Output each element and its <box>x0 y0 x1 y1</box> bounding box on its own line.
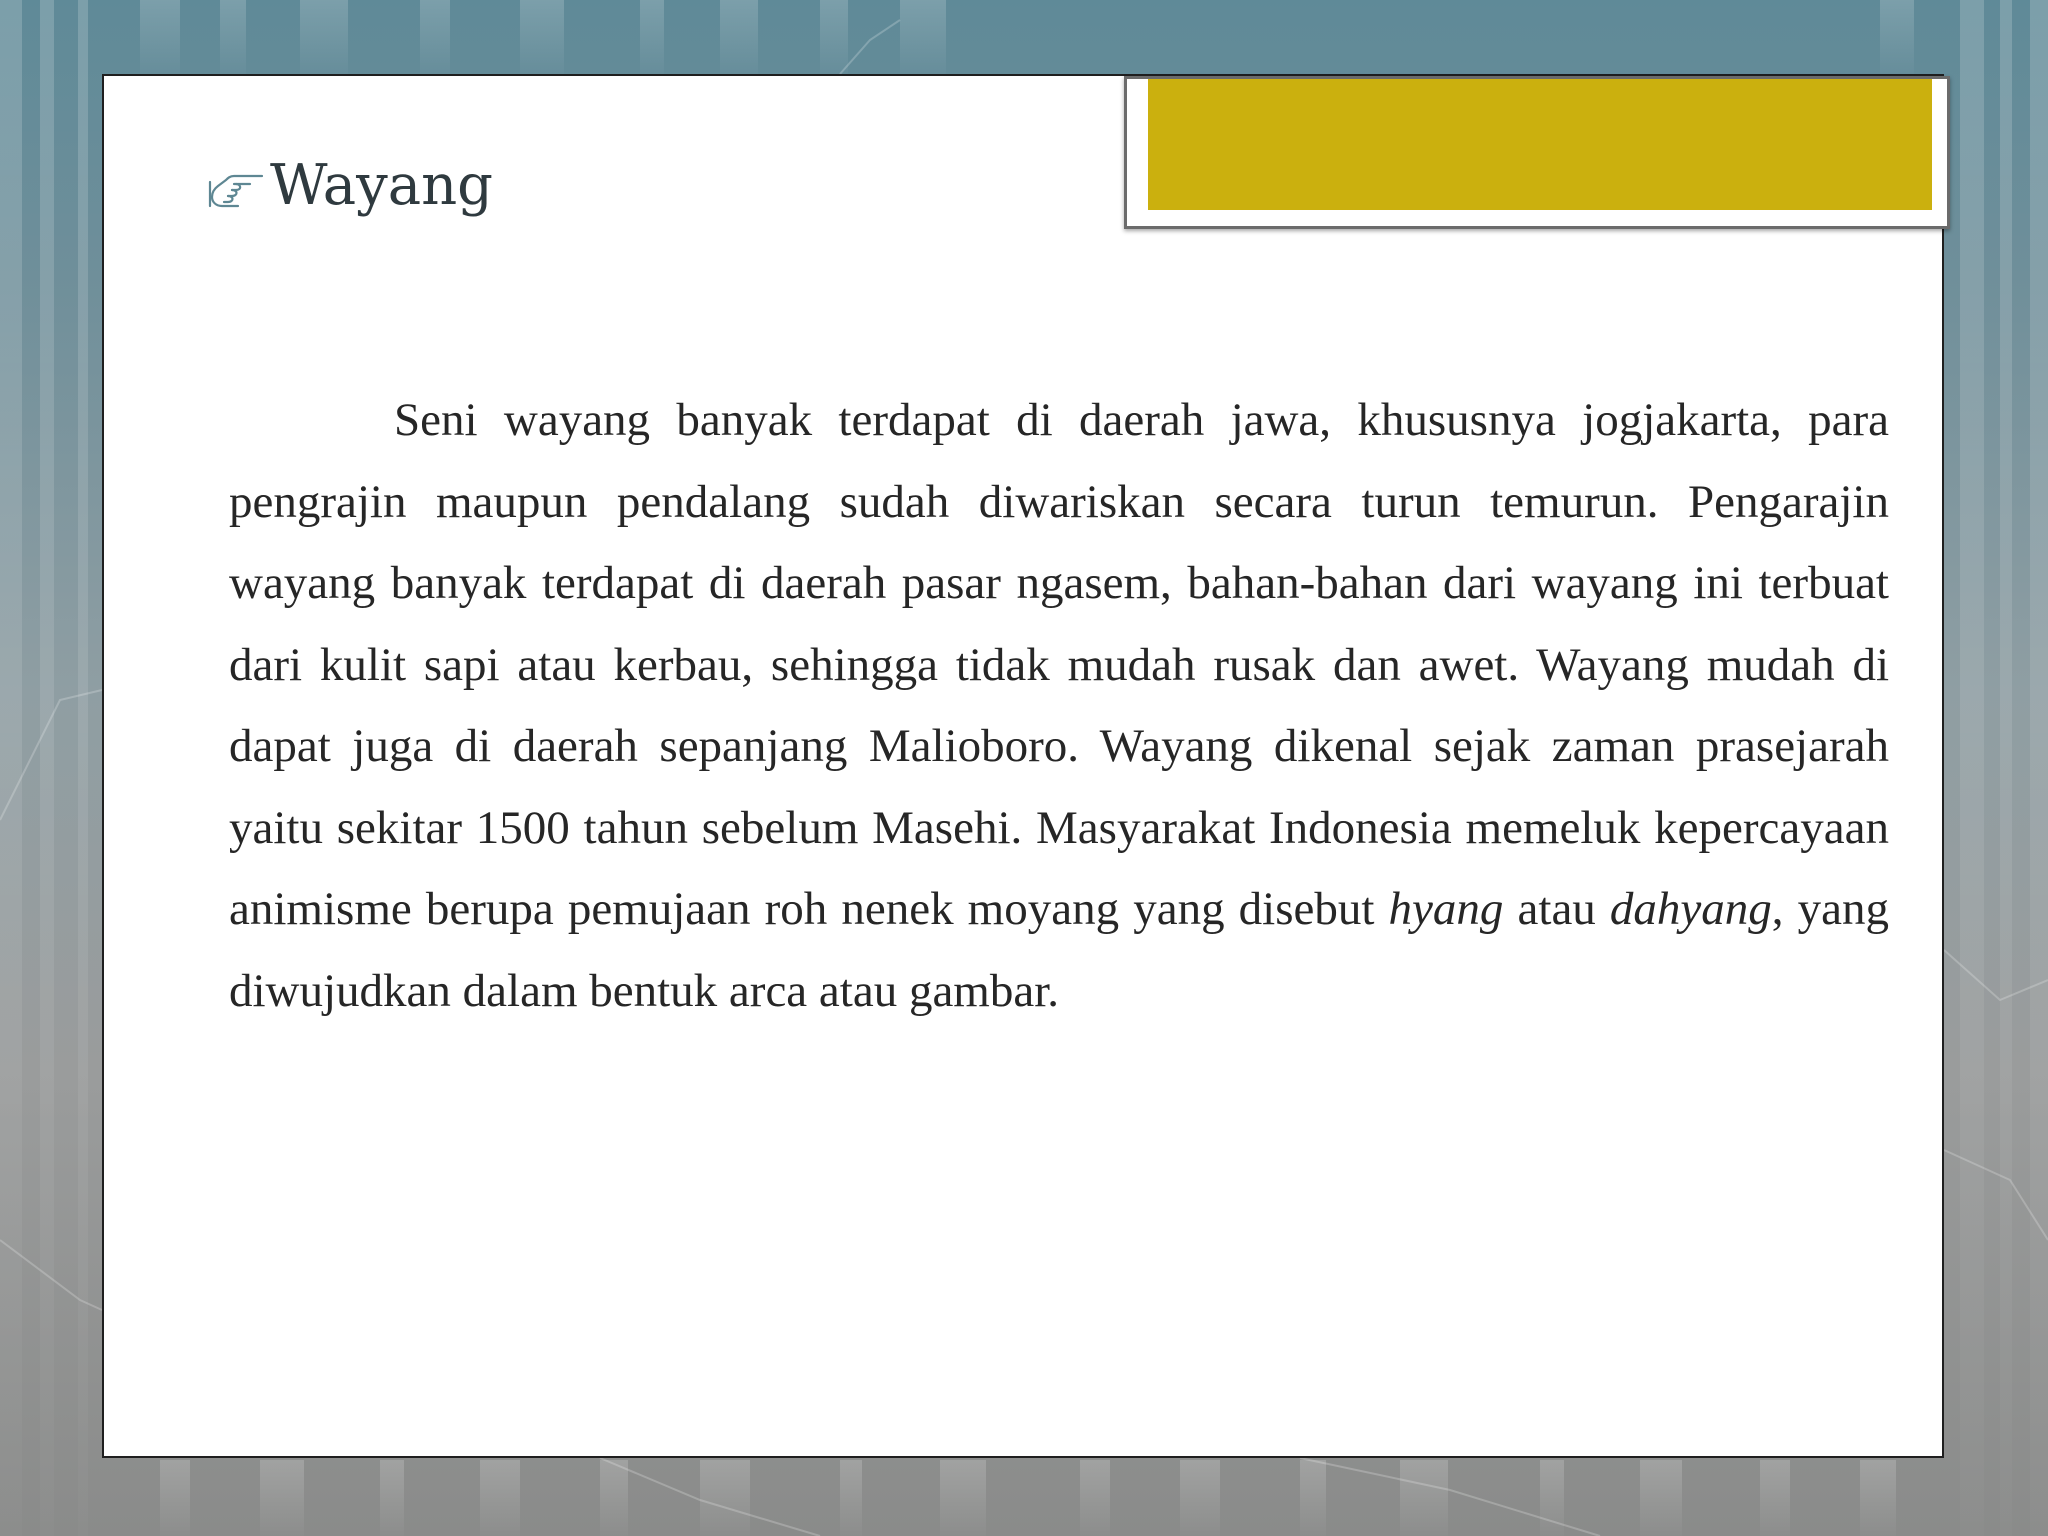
italic-term-dahyang: dahyang <box>1609 883 1772 935</box>
paragraph-text-part-1: Seni wayang banyak terdapat di daerah jawa, khususnya jogjakarta, para pengrajin maupun pendalang sudah diwariskan secara turun temurun. Pengarajin wayang banyak terdapat di daerah pasar ngasem, bahan-bahan dari wayang ini terbuat dari kulit sapi atau kerbau, sehingga tidak mudah rusak dan awet. Wayang mudah di dapat juga di daerah sepanjang Malioboro. Wayang dikenal sejak zaman prasejarah yaitu sekitar 1500 tahun sebelum Masehi. Masyarakat Indonesia memeluk kepercayaan animisme berupa pemujaan roh nenek moyang yang disebut <box>229 394 1889 935</box>
slide-title-row <box>208 153 494 218</box>
paragraph-text-part-2: atau <box>1503 883 1610 935</box>
italic-term-hyang: hyang <box>1388 883 1504 935</box>
title-accent-frame <box>1124 76 1950 229</box>
slide-body-paragraph <box>229 380 1889 1032</box>
paragraph-text-part-3: , yang diwujudkan dalam bentuk arca atau gambar. <box>229 883 1889 1017</box>
title-accent-bar <box>1148 79 1932 210</box>
slide-title: Wayang <box>270 153 494 218</box>
pointing-hand-icon <box>208 166 264 210</box>
